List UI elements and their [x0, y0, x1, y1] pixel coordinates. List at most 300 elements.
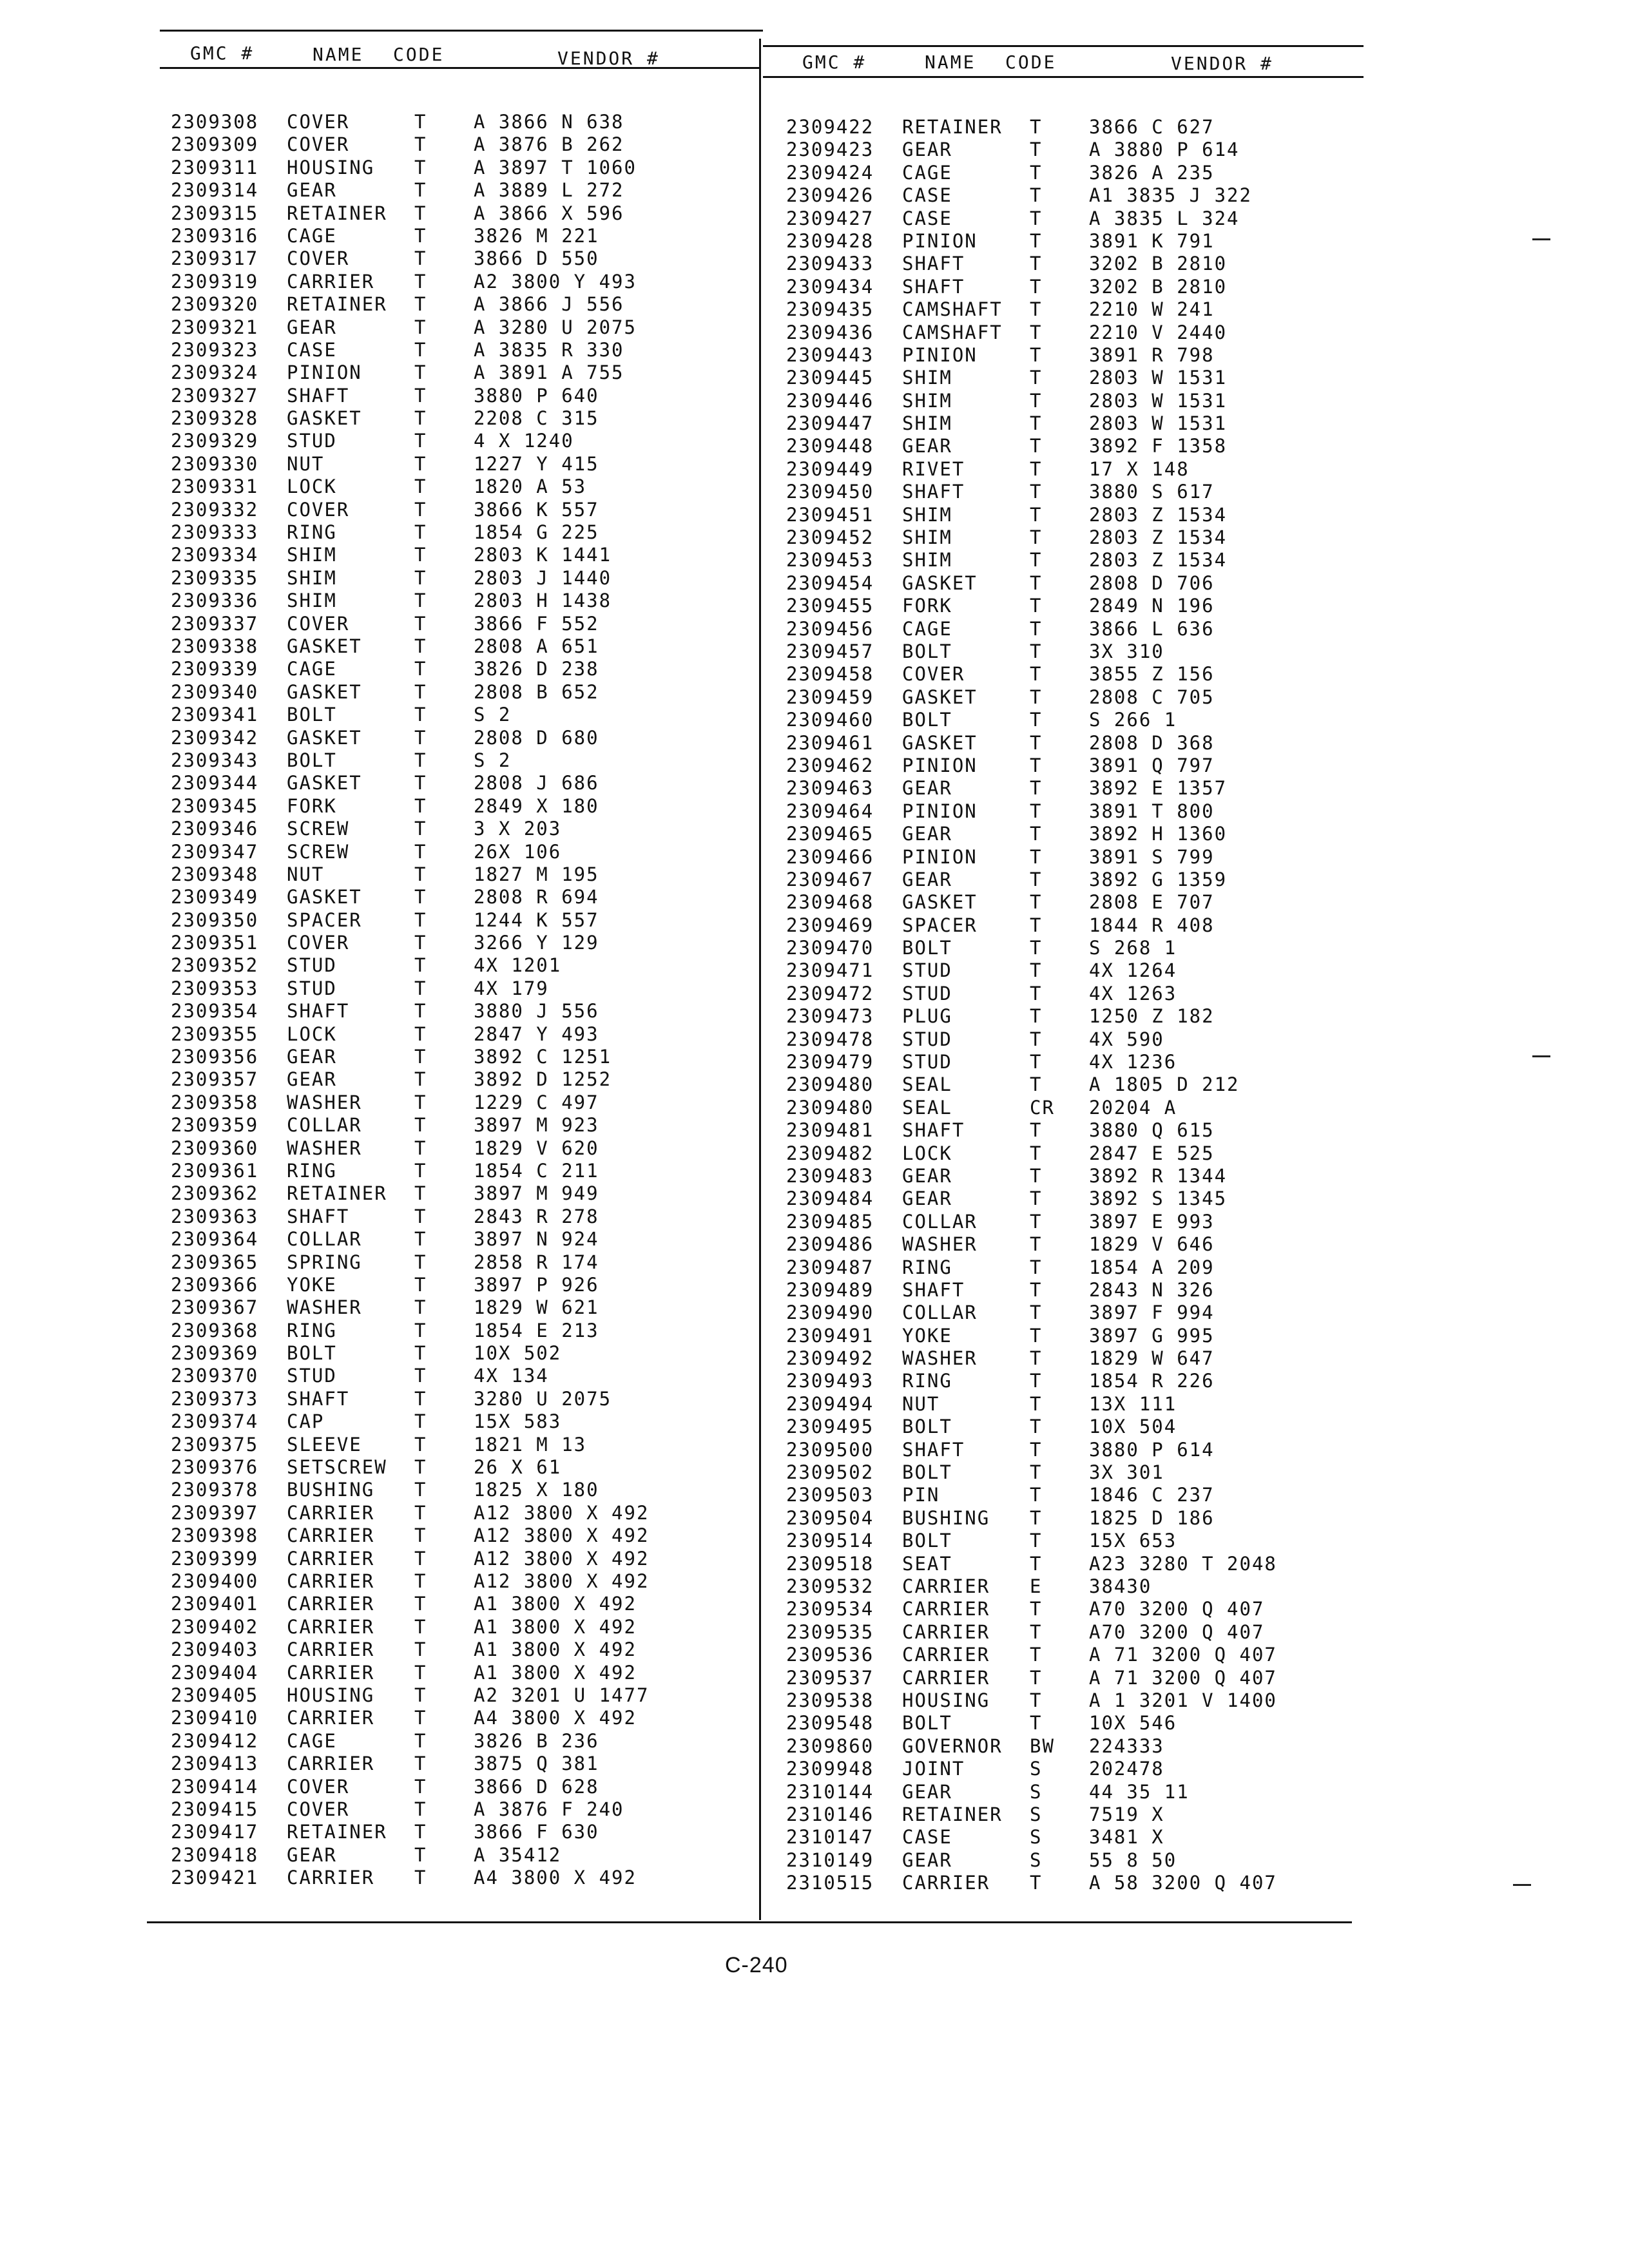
- part-name: SHIM: [287, 566, 337, 589]
- header-gmc: GMC #: [802, 52, 867, 73]
- gmc-number: 2309335: [171, 566, 259, 589]
- vendor-number: 3891 Q 797: [1089, 754, 1215, 776]
- part-row: [171, 1844, 686, 1867]
- part-code: T: [414, 1068, 427, 1091]
- part-code: T: [1030, 1073, 1043, 1096]
- vendor-number: 2803 Z 1534: [1089, 526, 1228, 549]
- part-code: T: [1030, 275, 1043, 298]
- part-code: T: [414, 384, 427, 407]
- part-name: FORK: [902, 595, 952, 617]
- part-name: CARRIER: [287, 1547, 375, 1570]
- header-underline-right: [763, 76, 1364, 78]
- gmc-number: 2309400: [171, 1570, 259, 1592]
- gmc-number: 2309467: [786, 868, 874, 890]
- gmc-number: 2309342: [171, 726, 259, 749]
- gmc-number: 2309445: [786, 367, 874, 389]
- vendor-number: 3826 D 238: [474, 658, 599, 680]
- part-row: [171, 932, 686, 954]
- part-name: PINION: [287, 361, 362, 384]
- part-row: [786, 276, 1302, 298]
- part-name: BOLT: [902, 640, 952, 662]
- part-name: COVER: [287, 111, 350, 133]
- gmc-number: 2309456: [786, 617, 874, 640]
- part-name: CARRIER: [902, 1575, 990, 1597]
- part-name: SHAFT: [287, 384, 350, 407]
- part-row: [171, 1251, 686, 1274]
- part-name: GASKET: [287, 726, 362, 749]
- gmc-number: 2309537: [786, 1666, 874, 1689]
- gmc-number: 2309452: [786, 526, 874, 549]
- gmc-number: 2309369: [171, 1342, 259, 1365]
- part-name: SPRING: [287, 1251, 362, 1273]
- vendor-number: 1829 V 646: [1089, 1233, 1215, 1256]
- part-row: [786, 481, 1302, 503]
- gmc-number: 2309455: [786, 595, 874, 617]
- vendor-number: A70 3200 Q 407: [1089, 1620, 1265, 1643]
- gmc-number: 2309433: [786, 253, 874, 275]
- part-row: [171, 1707, 686, 1729]
- part-row: [171, 361, 686, 384]
- vendor-number: 3866 F 552: [474, 612, 599, 635]
- vendor-number: A 3889 L 272: [474, 179, 624, 202]
- part-row: [786, 1051, 1302, 1073]
- vendor-number: 3892 C 1251: [474, 1046, 612, 1068]
- gmc-number: 2309363: [171, 1205, 259, 1227]
- vendor-number: 1227 Y 415: [474, 452, 599, 475]
- gmc-number: 2309374: [171, 1410, 259, 1433]
- vendor-number: 10X 546: [1089, 1712, 1177, 1735]
- vendor-number: A 3280 U 2075: [474, 316, 637, 338]
- gmc-number: 2309334: [171, 544, 259, 566]
- part-name: CARRIER: [287, 1570, 375, 1592]
- part-code: T: [414, 247, 427, 270]
- part-row: [786, 1439, 1302, 1461]
- vendor-number: A4 3800 X 492: [474, 1707, 637, 1729]
- part-name: PINION: [902, 800, 978, 822]
- part-row: [171, 567, 686, 590]
- part-row: [786, 1689, 1302, 1712]
- part-name: COVER: [287, 612, 350, 635]
- part-row: [171, 1821, 686, 1843]
- gmc-number: 2309485: [786, 1210, 874, 1233]
- part-code: T: [1030, 754, 1043, 776]
- part-code: T: [1030, 1278, 1043, 1301]
- gmc-number: 2310515: [786, 1872, 874, 1894]
- vendor-number: 1250 Z 182: [1089, 1005, 1215, 1028]
- part-name: CARRIER: [287, 1867, 375, 1889]
- part-name: BOLT: [902, 709, 952, 731]
- gmc-number: 2309503: [786, 1484, 874, 1506]
- vendor-number: A 3835 R 330: [474, 338, 624, 361]
- part-code: T: [1030, 321, 1043, 343]
- vendor-number: 3880 P 640: [474, 384, 599, 407]
- gmc-number: 2309308: [171, 111, 259, 133]
- part-code: T: [414, 1319, 427, 1341]
- part-row: [171, 1091, 686, 1114]
- part-name: STUD: [902, 1028, 952, 1050]
- part-code: T: [1030, 937, 1043, 959]
- header-name: NAME: [313, 44, 364, 65]
- part-row: [171, 863, 686, 886]
- vendor-number: A 3876 F 240: [474, 1798, 624, 1820]
- vendor-number: 26X 106: [474, 840, 562, 863]
- part-name: SHAFT: [902, 253, 965, 275]
- gmc-number: 2309398: [171, 1524, 259, 1547]
- part-code: T: [414, 1046, 427, 1068]
- vendor-number: 4X 1201: [474, 954, 562, 977]
- part-row: [786, 1233, 1302, 1256]
- part-row: [786, 891, 1302, 914]
- part-code: T: [414, 1775, 427, 1798]
- part-code: T: [1030, 1187, 1043, 1210]
- part-code: T: [1030, 709, 1043, 731]
- part-code: T: [1030, 503, 1043, 526]
- vendor-number: 3897 F 994: [1089, 1302, 1215, 1324]
- part-name: SHAFT: [287, 1000, 350, 1023]
- vendor-number: 3866 D 628: [474, 1775, 599, 1798]
- part-code: T: [414, 1296, 427, 1319]
- part-row: [171, 1867, 686, 1889]
- part-code: T: [1030, 549, 1043, 572]
- gmc-number: 2310147: [786, 1826, 874, 1849]
- part-code: T: [414, 1729, 427, 1752]
- part-code: T: [414, 1524, 427, 1547]
- part-name: RING: [287, 521, 337, 544]
- part-code: T: [1030, 845, 1043, 868]
- part-row: [171, 1753, 686, 1775]
- gmc-number: 2309482: [786, 1142, 874, 1164]
- part-row: [786, 390, 1302, 412]
- part-code: T: [1030, 1666, 1043, 1689]
- part-name: SPACER: [902, 914, 978, 936]
- part-name: CAP: [287, 1410, 325, 1433]
- gmc-number: 2309479: [786, 1051, 874, 1073]
- gmc-number: 2309472: [786, 982, 874, 1004]
- part-row: [171, 1182, 686, 1205]
- gmc-number: 2309317: [171, 247, 259, 270]
- vendor-number: 7519 X: [1089, 1803, 1164, 1825]
- gmc-number: 2309514: [786, 1530, 874, 1552]
- part-name: RING: [902, 1256, 952, 1278]
- part-row: [171, 1160, 686, 1182]
- part-name: BOLT: [902, 937, 952, 959]
- part-code: T: [414, 932, 427, 954]
- part-code: T: [414, 338, 427, 361]
- gmc-number: 2309348: [171, 863, 259, 885]
- gmc-number: 2309410: [171, 1707, 259, 1729]
- part-code: T: [1030, 1620, 1043, 1643]
- gmc-number: 2309352: [171, 954, 259, 977]
- part-name: RETAINER: [287, 1821, 387, 1843]
- part-code: T: [1030, 161, 1043, 184]
- vendor-number: 2808 D 368: [1089, 731, 1215, 754]
- vendor-number: 2858 R 174: [474, 1251, 599, 1273]
- part-row: [786, 1073, 1302, 1096]
- gmc-number: 2309460: [786, 709, 874, 731]
- gmc-number: 2309492: [786, 1347, 874, 1370]
- part-row: [786, 116, 1302, 139]
- part-code: T: [414, 566, 427, 589]
- part-name: GEAR: [902, 1849, 952, 1871]
- vendor-number: A 3897 T 1060: [474, 156, 637, 178]
- vendor-number: S 2: [474, 749, 512, 771]
- part-code: T: [414, 1479, 427, 1501]
- part-code: T: [414, 498, 427, 521]
- gmc-number: 2309328: [171, 407, 259, 430]
- part-row: [786, 1302, 1302, 1324]
- vendor-number: 2803 W 1531: [1089, 389, 1228, 412]
- part-name: GEAR: [902, 823, 952, 845]
- part-row: [171, 1593, 686, 1615]
- part-row: [786, 1781, 1302, 1803]
- part-code: T: [414, 635, 427, 657]
- part-name: HOUSING: [287, 1684, 375, 1706]
- vendor-number: 3892 D 1252: [474, 1068, 612, 1091]
- vendor-number: 3866 D 550: [474, 247, 599, 270]
- part-name: GEAR: [902, 1164, 952, 1187]
- part-code: T: [414, 1593, 427, 1615]
- part-name: BOLT: [902, 1461, 952, 1484]
- part-row: [786, 959, 1302, 982]
- vendor-number: 4X 1263: [1089, 982, 1177, 1004]
- gmc-number: 2309500: [786, 1438, 874, 1461]
- part-name: CARRIER: [287, 1707, 375, 1729]
- gmc-number: 2309464: [786, 800, 874, 822]
- vendor-number: 3880 S 617: [1089, 481, 1215, 503]
- part-name: GASKET: [287, 635, 362, 657]
- part-name: GEAR: [902, 435, 952, 457]
- vendor-number: 2847 E 525: [1089, 1142, 1215, 1164]
- part-code: T: [414, 1707, 427, 1729]
- part-name: STUD: [902, 982, 952, 1004]
- part-row: [171, 1662, 686, 1684]
- gmc-number: 2309330: [171, 452, 259, 475]
- part-code: T: [414, 704, 427, 726]
- part-name: CASE: [902, 207, 952, 229]
- gmc-number: 2309494: [786, 1392, 874, 1415]
- gmc-number: 2309461: [786, 731, 874, 754]
- vendor-number: 2808 J 686: [474, 772, 599, 794]
- gmc-number: 2309428: [786, 229, 874, 252]
- part-code: T: [1030, 343, 1043, 366]
- part-code: T: [414, 612, 427, 635]
- part-code: T: [1030, 1552, 1043, 1575]
- part-row: [786, 1667, 1302, 1689]
- gmc-number: 2309465: [786, 823, 874, 845]
- vendor-number: 44 35 11: [1089, 1780, 1190, 1803]
- gmc-number: 2309332: [171, 498, 259, 521]
- part-name: WASHER: [287, 1296, 362, 1319]
- part-name: SHAFT: [902, 275, 965, 298]
- header-code: CODE: [1005, 52, 1057, 73]
- header-name: NAME: [925, 52, 976, 73]
- part-code: T: [1030, 572, 1043, 594]
- part-code: T: [1030, 526, 1043, 549]
- part-row: [786, 823, 1302, 845]
- gmc-number: 2309350: [171, 908, 259, 931]
- gmc-number: 2309360: [171, 1137, 259, 1159]
- part-row: [786, 367, 1302, 389]
- vendor-number: A12 3800 X 492: [474, 1501, 650, 1524]
- part-name: BUSHING: [902, 1506, 990, 1529]
- gmc-number: 2309466: [786, 845, 874, 868]
- part-row: [171, 1502, 686, 1524]
- part-code: T: [414, 863, 427, 885]
- gmc-number: 2309347: [171, 840, 259, 863]
- gmc-number: 2309323: [171, 338, 259, 361]
- part-name: PINION: [902, 343, 978, 366]
- gmc-number: 2309487: [786, 1256, 874, 1278]
- part-name: STUD: [287, 954, 337, 977]
- part-name: BUSHING: [287, 1479, 375, 1501]
- part-row: [171, 385, 686, 407]
- part-row: [171, 841, 686, 863]
- part-row: [786, 1119, 1302, 1142]
- part-row: [171, 1639, 686, 1661]
- part-code: T: [1030, 367, 1043, 389]
- part-code: T: [1030, 1233, 1043, 1256]
- vendor-number: A1 3800 X 492: [474, 1661, 637, 1684]
- part-code: BW: [1030, 1735, 1055, 1757]
- vendor-number: 2803 Z 1534: [1089, 549, 1228, 572]
- part-row: [786, 800, 1302, 823]
- gmc-number: 2309339: [171, 658, 259, 680]
- vendor-number: 17 X 148: [1089, 457, 1190, 480]
- part-name: CAGE: [902, 161, 952, 184]
- gmc-number: 2309314: [171, 179, 259, 202]
- vendor-number: 3866 K 557: [474, 498, 599, 521]
- part-name: COLLAR: [902, 1210, 978, 1233]
- part-code: T: [1030, 914, 1043, 936]
- gmc-number: 2309338: [171, 635, 259, 657]
- part-code: T: [1030, 1416, 1043, 1438]
- gmc-number: 2309412: [171, 1729, 259, 1752]
- vendor-number: A 3835 L 324: [1089, 207, 1240, 229]
- vendor-number: 4 X 1240: [474, 430, 574, 452]
- gmc-number: 2310144: [786, 1780, 874, 1803]
- header-code: CODE: [393, 44, 445, 65]
- part-code: T: [414, 1159, 427, 1182]
- page-number: C-240: [725, 1953, 788, 1977]
- part-row: [786, 504, 1302, 526]
- gmc-number: 2309353: [171, 977, 259, 999]
- part-code: T: [414, 1023, 427, 1045]
- part-name: RETAINER: [287, 1182, 387, 1205]
- part-code: T: [414, 886, 427, 908]
- part-code: T: [1030, 481, 1043, 503]
- part-row: [171, 727, 686, 749]
- bottom-rule: [147, 1921, 1352, 1923]
- vendor-number: 3202 B 2810: [1089, 253, 1228, 275]
- vendor-number: 1829 V 620: [474, 1137, 599, 1159]
- vendor-number: 4X 179: [474, 977, 549, 999]
- part-row: [171, 1206, 686, 1228]
- gmc-number: 2309471: [786, 959, 874, 982]
- gmc-number: 2309535: [786, 1620, 874, 1643]
- gmc-number: 2309423: [786, 139, 874, 161]
- part-code: T: [414, 1661, 427, 1684]
- vendor-number: 2208 C 315: [474, 407, 599, 430]
- part-code: T: [414, 908, 427, 931]
- part-row: [786, 1279, 1302, 1302]
- part-code: T: [414, 1365, 427, 1387]
- part-code: T: [414, 1433, 427, 1456]
- part-name: BOLT: [902, 1416, 952, 1438]
- part-row: [171, 1046, 686, 1068]
- part-name: BOLT: [287, 704, 337, 726]
- part-code: T: [414, 1091, 427, 1113]
- gmc-number: 2309367: [171, 1296, 259, 1319]
- gmc-number: 2309366: [171, 1273, 259, 1296]
- vendor-number: A 3880 P 614: [1089, 139, 1240, 161]
- part-name: STUD: [902, 959, 952, 982]
- gmc-number: 2309422: [786, 116, 874, 138]
- gmc-number: 2309443: [786, 343, 874, 366]
- margin-mark: [1532, 1055, 1550, 1057]
- part-name: WASHER: [287, 1091, 362, 1113]
- part-row: [786, 1530, 1302, 1552]
- part-name: CARRIER: [287, 1661, 375, 1684]
- vendor-number: 2210 V 2440: [1089, 321, 1228, 343]
- vendor-number: 2803 J 1440: [474, 566, 612, 589]
- part-row: [786, 732, 1302, 754]
- part-name: CARRIER: [902, 1872, 990, 1894]
- part-code: S: [1030, 1780, 1043, 1803]
- part-name: GASKET: [902, 731, 978, 754]
- part-code: T: [414, 1205, 427, 1227]
- part-code: T: [414, 726, 427, 749]
- part-row: [786, 298, 1302, 321]
- part-name: CARRIER: [287, 1524, 375, 1547]
- gmc-number: 2309463: [786, 777, 874, 800]
- part-row: [171, 179, 686, 202]
- vendor-number: A4 3800 X 492: [474, 1867, 637, 1889]
- part-row: [171, 430, 686, 452]
- vendor-number: 2210 W 241: [1089, 298, 1215, 321]
- vendor-number: 3880 Q 615: [1089, 1119, 1215, 1142]
- vendor-number: 2803 K 1441: [474, 544, 612, 566]
- gmc-number: 2309417: [171, 1821, 259, 1843]
- gmc-number: 2309434: [786, 275, 874, 298]
- part-code: T: [1030, 1302, 1043, 1324]
- part-row: [171, 886, 686, 908]
- gmc-number: 2309538: [786, 1689, 874, 1711]
- part-row: [786, 777, 1302, 800]
- part-row: [786, 162, 1302, 184]
- part-name: HOUSING: [902, 1689, 990, 1711]
- vendor-number: 1854 C 211: [474, 1159, 599, 1182]
- gmc-number: 2309457: [786, 640, 874, 662]
- part-code: T: [1030, 1005, 1043, 1028]
- part-code: T: [1030, 1484, 1043, 1506]
- vendor-number: A12 3800 X 492: [474, 1570, 650, 1592]
- part-code: T: [1030, 1461, 1043, 1484]
- part-row: [171, 749, 686, 772]
- part-row: [171, 111, 686, 133]
- part-code: S: [1030, 1803, 1043, 1825]
- vendor-number: 3481 X: [1089, 1826, 1164, 1849]
- part-code: T: [414, 1456, 427, 1479]
- vendor-number: 3891 T 800: [1089, 800, 1215, 822]
- vendor-number: 3892 S 1345: [1089, 1187, 1228, 1210]
- vendor-number: 1844 R 408: [1089, 914, 1215, 936]
- gmc-number: 2309486: [786, 1233, 874, 1256]
- part-code: T: [1030, 959, 1043, 982]
- part-row: [786, 686, 1302, 709]
- vendor-number: 3266 Y 129: [474, 932, 599, 954]
- part-code: T: [1030, 116, 1043, 138]
- vendor-number: 20204 A: [1089, 1096, 1177, 1119]
